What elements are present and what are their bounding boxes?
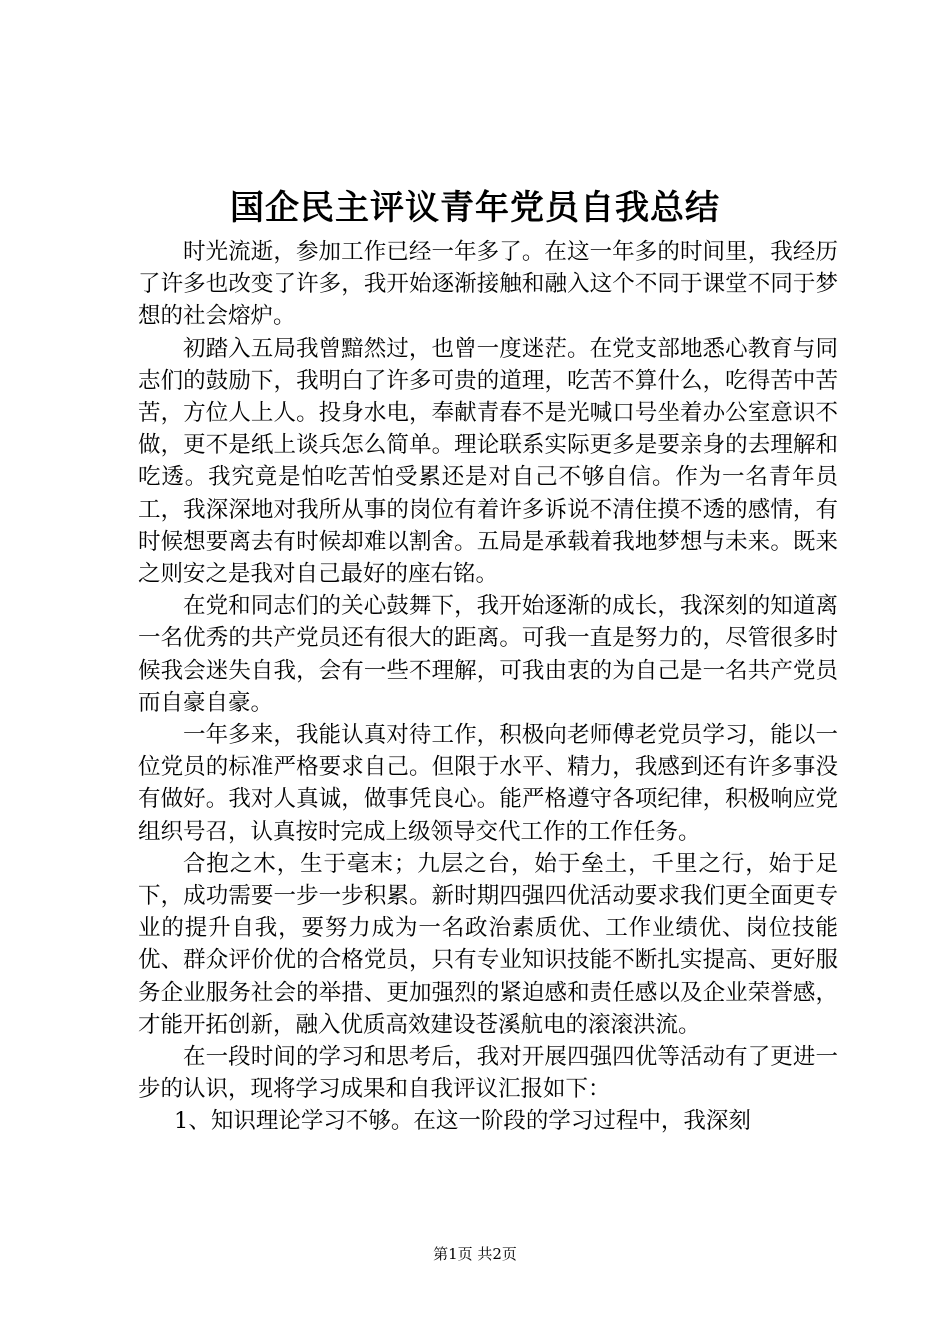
paragraph-7: 1、知识理论学习不够。在这一阶段的学习过程中，我深刻 — [174, 1108, 751, 1135]
document-title: 国企民主评议青年党员自我总结 — [230, 188, 720, 228]
paragraph-4: 一年多来，我能认真对待工作，积极向老师傅老党员学习，能以一位党员的标准严格要求自己。但限于水平、精力，我感到还有许多事没有做好。我对人真诚，做事凭良心。能严格遵守各项纪律，积极响应党组织号召，认真按时完成上级领导交代工作的工作任务。 — [138, 722, 838, 845]
page-footer: 第1页 共2页 — [433, 1245, 517, 1263]
paragraph-3: 在党和同志们的关心鼓舞下，我开始逐渐的成长，我深刻的知道离一名优秀的共产党员还有很大的距离。可我一直是努力的，尽管很多时候我会迷失自我，会有一些不理解，可我由衷的为自己是一名共产党员而自豪自豪。 — [138, 593, 838, 716]
paragraph-6: 在一段时间的学习和思考后，我对开展四强四优等活动有了更进一步的认识，现将学习成果和自我评议汇报如下： — [138, 1044, 838, 1103]
paragraph-5: 合抱之木，生于毫末；九层之台，始于垒土，千里之行，始于足下，成功需要一步一步积累。新时期四强四优活动要求我们更全面更专业的提升自我，要努力成为一名政治素质优、工作业绩优、岗位技能优、群众评价优的合格党员，只有专业知识技能不断扎实提高、更好服务企业服务社会的举措、更加强烈的紧迫感和责任感以及企业荣誉感，才能开拓创新，融入优质高效建设苍溪航电的滚滚洪流。 — [138, 850, 838, 1038]
paragraph-2: 初踏入五局我曾黯然过，也曾一度迷茫。在党支部地悉心教育与同志们的鼓励下，我明白了许多可贵的道理，吃苦不算什么，吃得苦中苦苦，方位人上人。投身水电，奉献青春不是光喊口号坐着办公室意识不做，更不是纸上谈兵怎么简单。理论联系实际更多是要亲身的去理解和吃透。我究竟是怕吃苦怕受累还是对自己不够自信。作为一名青年员工，我深深地对我所从事的岗位有着许多诉说不清住摸不透的感情，有时候想要离去有时候却难以割舍。五局是承载着我地梦想与未来。既来之则安之是我对自己最好的座右铭。 — [138, 335, 838, 588]
document-body — [138, 236, 838, 1138]
paragraph-1: 时光流逝，参加工作已经一年多了。在这一年多的时间里，我经历了许多也改变了许多，我开始逐渐接触和融入这个不同于课堂不同于梦想的社会熔炉。 — [138, 239, 838, 330]
